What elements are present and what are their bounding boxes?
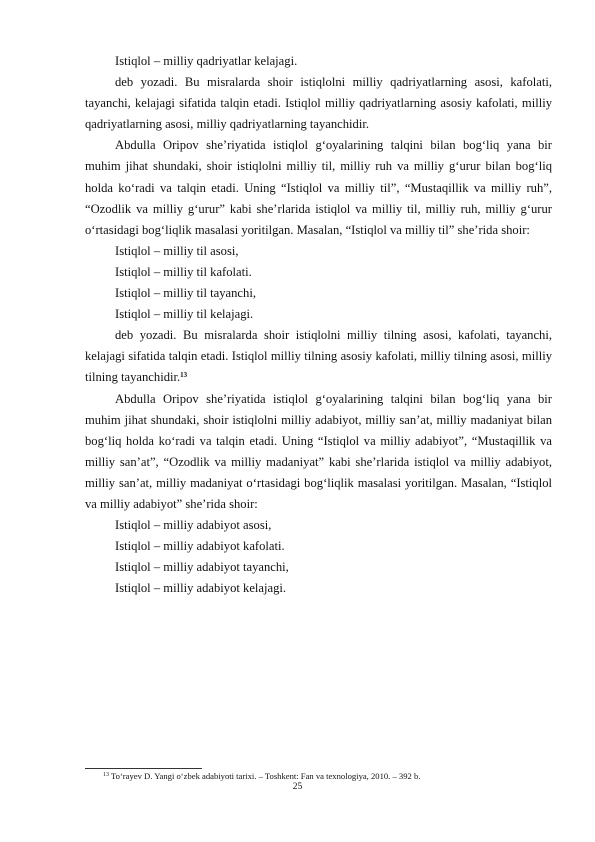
footnote-text: To‘rayev D. Yangi o‘zbek adabiyoti tarixi. – Toshkent: Fan va texnologiya, 2010. – 392 b.	[109, 771, 421, 781]
footnote	[103, 771, 563, 782]
paragraph-text: deb yozadi. Bu misralarda shoir istiqlolni milliy tilning asosi, kafolati, tayanchi, kelajagi sifatida talqin etadi. Istiqlol milliy tilning asosiy kafolati, milliy tilning asosi, milliy tilning tayanchidir.	[85, 328, 552, 385]
verse-line: Istiqlol – milliy adabiyot asosi,	[115, 518, 272, 533]
page-number: 25	[292, 782, 303, 792]
footnote-divider	[85, 768, 202, 769]
footnote-reference[interactable]: 13	[180, 371, 188, 380]
verse-line: Istiqlol – milliy adabiyot tayanchi,	[115, 560, 289, 575]
paragraph: Abdulla Oripov she’riyatida istiqlol g‘oyalarining talqini bilan bog‘liq yana bir muhim jihat shundaki, shoir istiqlolni milliy til, milliy ruh va milliy g‘urur bilan bog‘liq holda ko‘radi va talqin etadi. Uning “Istiqlol va milliy til”, “Mustaqillik va milliy ruh”, “Ozodlik va milliy g‘urur” kabi she’rlarida istiqlol va milliy til, milliy ruh, milliy g‘urur o‘rtasidagi bog‘liqlik masalasi yoritilgan. Masalan, “Istiqlol va milliy til” she’rida shoir:	[85, 138, 552, 237]
paragraph: Abdulla Oripov she’riyatida istiqlol g‘oyalarining talqini bilan bog‘liq yana bir muhim jihat shundaki, shoir istiqlolni milliy adabiyot, milliy san’at, milliy madaniyat bilan bog‘liq holda ko‘radi va talqin etadi. Uning “Istiqlol va milliy adabiyot”, “Mustaqillik va milliy san’at”, “Ozodlik va milliy madaniyat” kabi she’rlarida istiqlol va milliy adabiyot, milliy san’at, milliy madaniyat o‘rtasidagi bog‘liqlik masalasi yoritilgan. Masalan, “Istiqlol va milliy adabiyot” she’rida shoir:	[85, 391, 552, 511]
verse-line: Istiqlol – milliy til tayanchi,	[115, 286, 256, 301]
verse-line: Istiqlol – milliy til kelajagi.	[115, 307, 254, 322]
verse-line: Istiqlol – milliy adabiyot kelajagi.	[115, 581, 287, 596]
paragraph	[85, 325, 552, 388]
footnote-number: 13	[103, 772, 109, 778]
verse-line: Istiqlol – milliy adabiyot kafolati.	[115, 539, 285, 554]
verse-line: Istiqlol – milliy til kafolati.	[115, 264, 252, 279]
verse-line: Istiqlol – milliy qadriyatlar kelajagi.	[115, 54, 298, 68]
verse-line: Istiqlol – milliy til asosi,	[115, 243, 239, 258]
paragraph: deb yozadi. Bu misralarda shoir istiqlolni milliy qadriyatlarning asosi, kafolati, tayanchi, kelajagi sifatida talqin etadi. Istiqlol milliy qadriyatlarning asosiy kafolati, milliy qadriyatlarning asosi, milliy qadriyatlarning tayanchidir.	[85, 75, 552, 132]
body-text	[85, 51, 552, 599]
